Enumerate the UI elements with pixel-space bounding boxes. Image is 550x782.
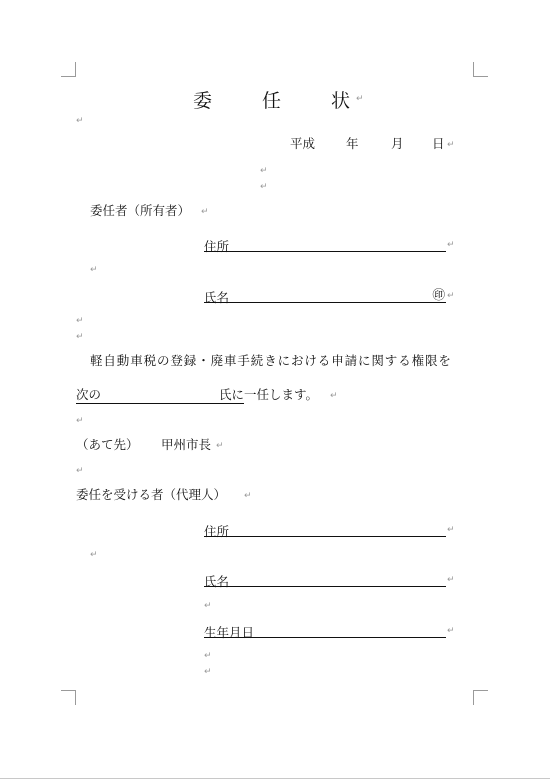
paragraph-mark: ↵: [76, 416, 84, 426]
paragraph-mark: ↵: [90, 265, 98, 275]
crop-mark-top-right: [473, 62, 488, 77]
delegator-name-field[interactable]: [204, 287, 446, 303]
paragraph-mark: ↵: [356, 94, 364, 104]
body-line-2: [76, 387, 318, 404]
delegator-address-field[interactable]: [204, 236, 446, 252]
paragraph-mark: ↵: [76, 116, 84, 126]
crop-mark-top-left: [61, 62, 76, 77]
body-line-2-suffix: 一任します。: [244, 387, 319, 402]
agent-heading: 委任を受ける者（代理人）: [76, 487, 227, 502]
paragraph-mark: ↵: [204, 667, 212, 677]
title-char-1: 委: [193, 90, 213, 112]
paragraph-mark: ↵: [330, 391, 338, 401]
paragraph-mark: ↵: [76, 316, 84, 326]
date-month: 月: [391, 136, 404, 151]
paragraph-mark: ↵: [76, 466, 84, 476]
paragraph-mark: ↵: [447, 626, 455, 636]
body-line-2-mid: 氏に: [218, 387, 244, 402]
date-year: 年: [346, 136, 359, 151]
paragraph-mark: ↵: [204, 601, 212, 611]
delegator-name-label: 氏名: [204, 290, 230, 305]
title-char-2: 任: [262, 90, 282, 112]
paragraph-mark: ↵: [447, 291, 455, 301]
recipient-label: （あて先）: [76, 437, 139, 452]
recipient-value: 甲州市長: [161, 437, 212, 452]
document-title: [193, 86, 350, 113]
crop-mark-bottom-right: [473, 690, 488, 705]
crop-mark-bottom-left: [61, 690, 76, 705]
paragraph-mark: ↵: [447, 240, 455, 250]
date-era: 平成: [290, 136, 316, 151]
agent-address-field[interactable]: [204, 521, 446, 537]
paragraph-mark: ↵: [447, 140, 455, 150]
paragraph-mark: ↵: [204, 651, 212, 661]
paragraph-mark: ↵: [201, 207, 209, 217]
paragraph-mark: ↵: [216, 441, 224, 451]
body-line-2-prefix: 次の: [76, 387, 102, 402]
agent-address-label: 住所: [204, 524, 230, 539]
paragraph-mark: ↵: [244, 491, 252, 501]
title-char-3: 状: [331, 90, 351, 112]
paragraph-mark: ↵: [76, 332, 84, 342]
seal-mark: ㊞: [432, 287, 445, 302]
agent-name-field[interactable]: [204, 571, 446, 587]
agent-dob-field[interactable]: [204, 622, 446, 638]
delegator-address-label: 住所: [204, 239, 230, 254]
delegator-heading: 委任者（所有者）: [90, 203, 191, 218]
paragraph-mark: ↵: [90, 550, 98, 560]
paragraph-mark: ↵: [447, 575, 455, 585]
date-day: 日: [432, 136, 445, 151]
paragraph-mark: ↵: [447, 525, 455, 535]
body-line-1: 軽自動車税の登録・廃車手続きにおける申請に関する権限を: [90, 353, 452, 368]
agent-name-label: 氏名: [204, 574, 230, 589]
page-bottom-rule: [0, 778, 550, 779]
agent-dob-label: 生年月日: [204, 625, 255, 640]
paragraph-mark: ↵: [260, 182, 268, 192]
paragraph-mark: ↵: [260, 166, 268, 176]
agent-name-blank[interactable]: [76, 387, 244, 404]
